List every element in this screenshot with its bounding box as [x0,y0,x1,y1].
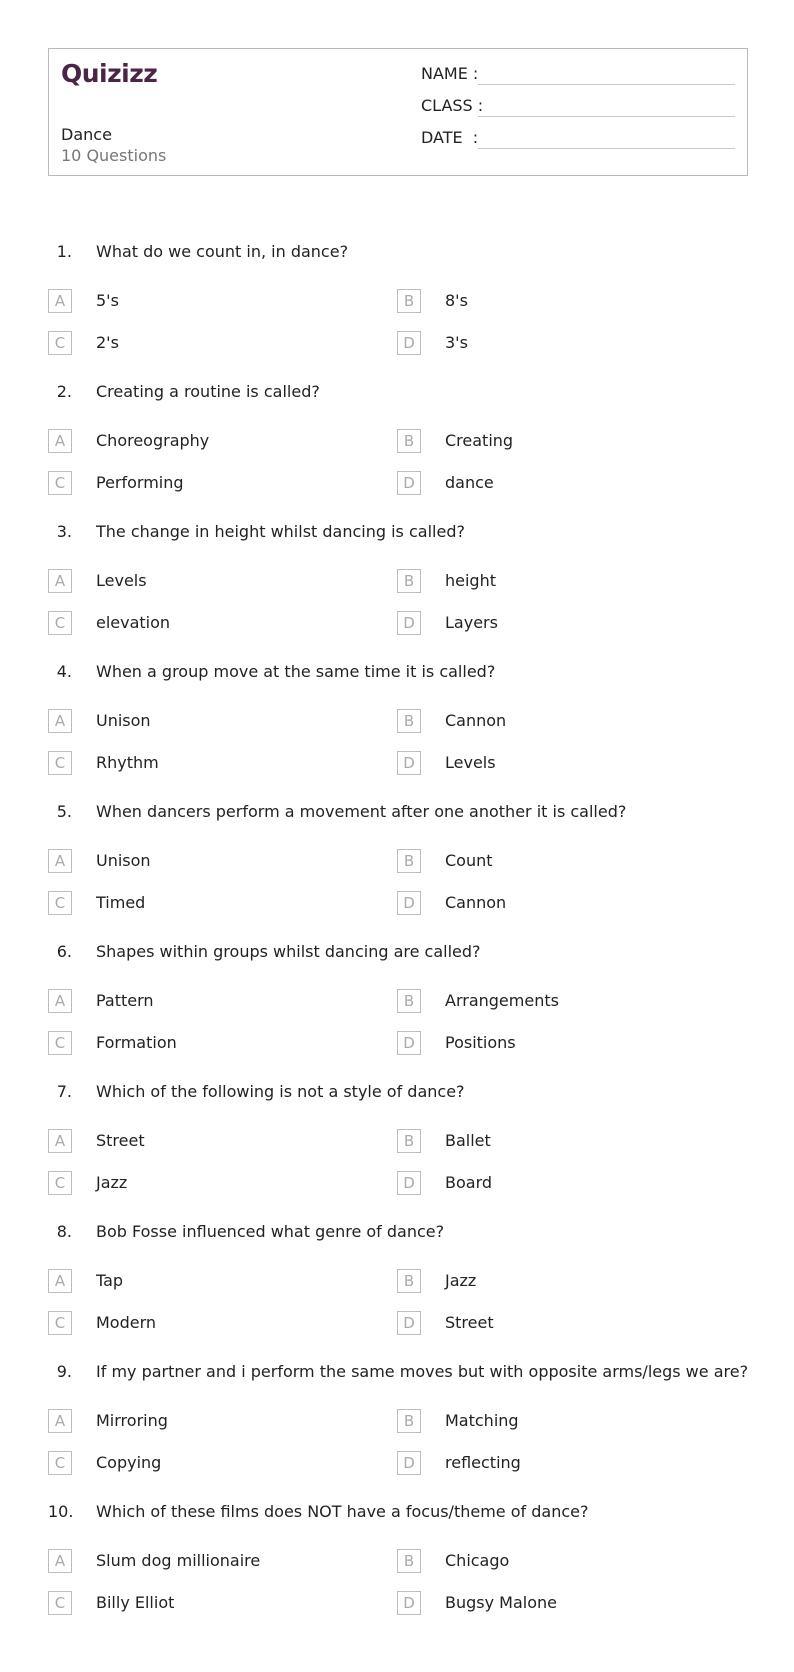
worksheet-header [48,48,748,176]
option-text: Jazz [96,1173,128,1192]
option-text: Street [96,1131,145,1150]
option-text: Tap [96,1271,124,1290]
option-text: 3's [445,333,468,352]
option-letter-box[interactable]: C [48,1591,72,1615]
option-text: 8's [445,291,468,310]
question-3 [0,515,794,655]
option-letter-box[interactable]: B [397,989,421,1013]
option-letter-box[interactable]: C [48,1311,72,1335]
option-letter-box[interactable]: D [397,1031,421,1055]
name-label: NAME : [421,64,479,83]
date-field[interactable] [421,125,735,149]
option-letter-box[interactable]: C [48,331,72,355]
question-number: 10. [48,1502,74,1521]
option-text: Formation [96,1033,177,1052]
question-number: 1. [56,242,72,261]
option-text: Positions [445,1033,516,1052]
option-text: Cannon [445,893,507,912]
option-letter-box[interactable]: D [397,1171,421,1195]
question-text: Which of the following is not a style of dance? [96,1082,465,1101]
class-field[interactable] [421,93,735,117]
option-text: Chicago [445,1551,510,1570]
option-text: Slum dog millionaire [96,1551,261,1570]
option-text: Layers [445,613,498,632]
option-text: Levels [445,753,496,772]
option-letter-box[interactable]: A [48,1409,72,1433]
question-text: When dancers perform a movement after one another it is called? [96,802,627,821]
option-text: Board [445,1173,493,1192]
option-text: Jazz [445,1271,477,1290]
option-text: Street [445,1313,494,1332]
option-text: Unison [96,711,151,730]
option-letter-box[interactable]: D [397,1451,421,1475]
option-letter-box[interactable]: B [397,1549,421,1573]
option-text: Modern [96,1313,157,1332]
option-text: Levels [96,571,147,590]
option-letter-box[interactable]: B [397,1129,421,1153]
option-text: Rhythm [96,753,159,772]
option-letter-box[interactable]: A [48,989,72,1013]
option-text: Ballet [445,1131,491,1150]
option-letter-box[interactable]: A [48,569,72,593]
option-letter-box[interactable]: B [397,1409,421,1433]
option-text: height [445,571,496,590]
option-letter-box[interactable]: B [397,849,421,873]
option-text: 2's [96,333,119,352]
question-9 [0,1355,794,1495]
option-text: dance [445,473,494,492]
question-text: Shapes within groups whilst dancing are called? [96,942,481,961]
question-list [0,235,794,1635]
option-text: elevation [96,613,171,632]
option-text: Choreography [96,431,210,450]
question-number: 7. [56,1082,72,1101]
option-text: Count [445,851,493,870]
question-4 [0,655,794,795]
date-label: DATE : [421,128,479,147]
option-letter-box[interactable]: C [48,1171,72,1195]
option-letter-box[interactable]: C [48,611,72,635]
question-number: 2. [56,382,72,401]
option-letter-box[interactable]: C [48,471,72,495]
option-letter-box[interactable]: D [397,611,421,635]
option-letter-box[interactable]: C [48,891,72,915]
question-text: What do we count in, in dance? [96,242,349,261]
option-letter-box[interactable]: B [397,709,421,733]
question-2 [0,375,794,515]
option-letter-box[interactable]: A [48,1129,72,1153]
option-letter-box[interactable]: A [48,1549,72,1573]
question-number: 8. [56,1222,72,1241]
option-text: Arrangements [445,991,559,1010]
option-text: Matching [445,1411,519,1430]
question-8 [0,1215,794,1355]
question-6 [0,935,794,1075]
option-text: Billy Elliot [96,1593,175,1612]
option-letter-box[interactable]: B [397,289,421,313]
option-letter-box[interactable]: D [397,751,421,775]
option-letter-box[interactable]: C [48,751,72,775]
option-text: Creating [445,431,514,450]
option-text: Mirroring [96,1411,168,1430]
option-text: Timed [96,893,146,912]
name-field[interactable] [421,61,735,85]
option-text: 5's [96,291,119,310]
option-letter-box[interactable]: D [397,1591,421,1615]
question-10 [0,1495,794,1635]
question-1 [0,235,794,375]
option-letter-box[interactable]: B [397,569,421,593]
question-text: If my partner and i perform the same moves but with opposite arms/legs we are? [96,1362,749,1381]
question-count: 10 Questions [61,146,167,165]
worksheet-title: Dance [61,125,112,144]
option-text: Cannon [445,711,507,730]
question-text: Creating a routine is called? [96,382,320,401]
class-line [478,116,735,117]
option-letter-box[interactable]: A [48,429,72,453]
option-letter-box[interactable]: D [397,471,421,495]
question-number: 5. [56,802,72,821]
option-letter-box[interactable]: A [48,709,72,733]
question-number: 3. [56,522,72,541]
quizizz-logo: Quizizz [61,59,158,88]
option-text: reflecting [445,1453,521,1472]
date-line [478,148,735,149]
question-text: The change in height whilst dancing is called? [96,522,465,541]
question-5 [0,795,794,935]
option-letter-box[interactable]: D [397,1311,421,1335]
question-number: 9. [56,1362,72,1381]
option-text: Pattern [96,991,154,1010]
question-text: Bob Fosse influenced what genre of dance? [96,1222,445,1241]
option-letter-box[interactable]: D [397,891,421,915]
option-text: Performing [96,473,184,492]
option-text: Unison [96,851,151,870]
question-number: 4. [56,662,72,681]
question-text: When a group move at the same time it is called? [96,662,496,681]
option-text: Copying [96,1453,162,1472]
question-number: 6. [56,942,72,961]
option-letter-box[interactable]: A [48,849,72,873]
name-line [478,84,735,85]
option-letter-box[interactable]: C [48,1031,72,1055]
option-letter-box[interactable]: C [48,1451,72,1475]
question-7 [0,1075,794,1215]
option-text: Bugsy Malone [445,1593,557,1612]
option-letter-box[interactable]: B [397,1269,421,1293]
question-text: Which of these films does NOT have a focus/theme of dance? [96,1502,589,1521]
class-label: CLASS : [421,96,484,115]
option-letter-box[interactable]: A [48,1269,72,1293]
option-letter-box[interactable]: B [397,429,421,453]
option-letter-box[interactable]: D [397,331,421,355]
option-letter-box[interactable]: A [48,289,72,313]
